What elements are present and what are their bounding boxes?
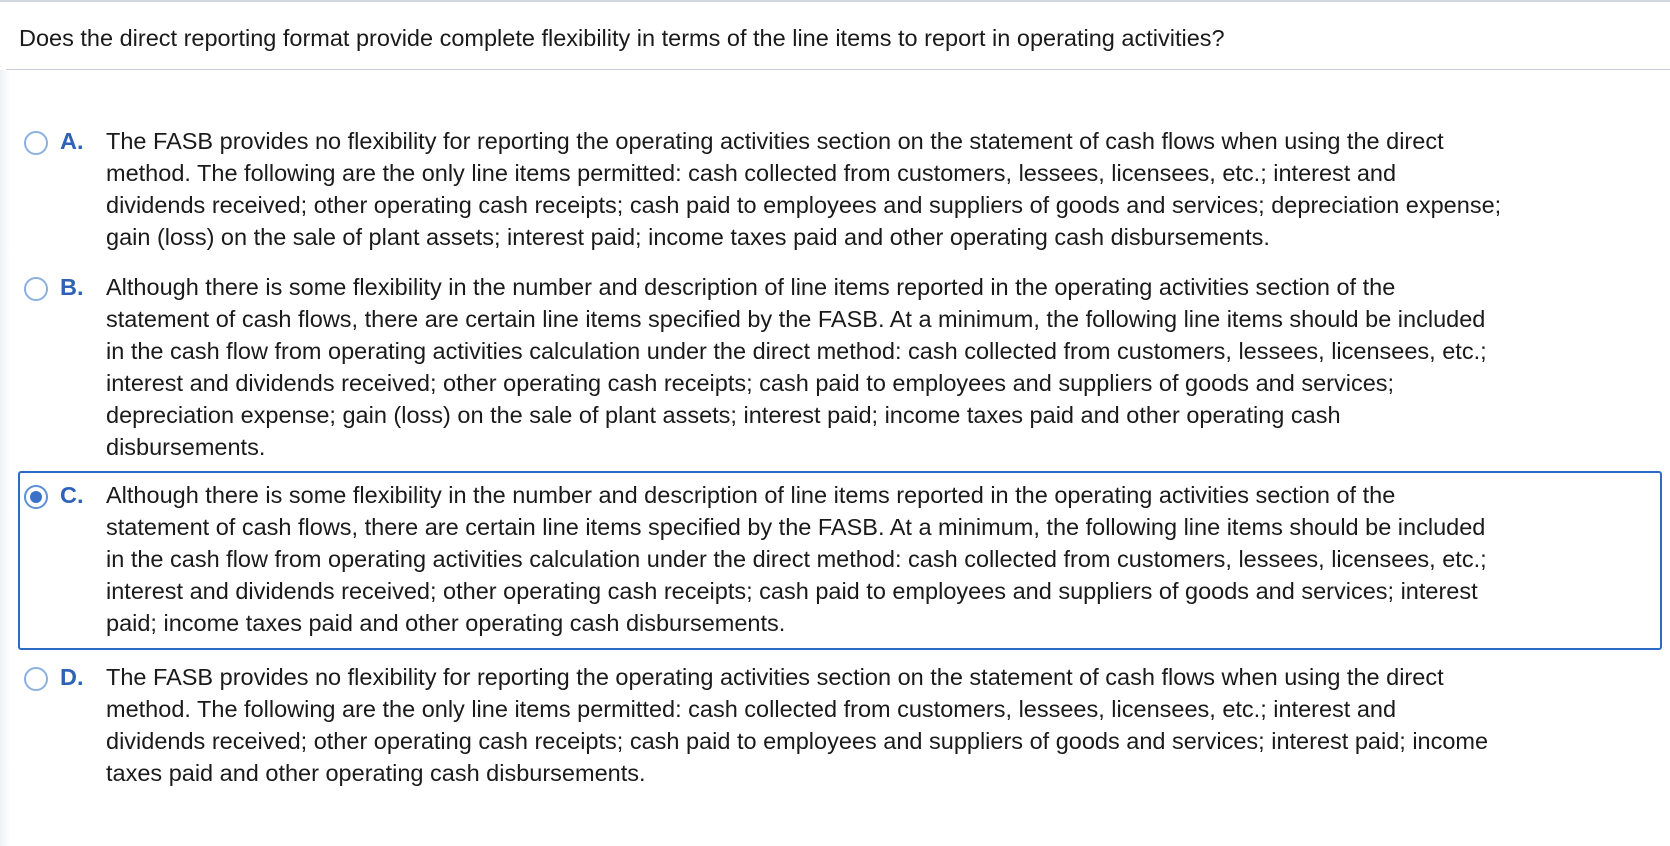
option-text-line: interest and dividends received; other operating cash receipts; cash paid to employees and suppliers of goods and services; interest (106, 578, 1478, 604)
option-text-line: Although there is some flexibility in the number and description of line items reported in the operating activities section of the (106, 274, 1396, 300)
option-text-line: paid; income taxes paid and other operating cash disbursements. (106, 610, 786, 636)
option-text-line: in the cash flow from operating activities calculation under the direct method: cash collected from customers, lessees, licensees, etc.; (106, 546, 1487, 572)
answer-option-d[interactable] (18, 661, 1662, 789)
option-text-line: gain (loss) on the sale of plant assets; interest paid; income taxes paid and other operating cash disbursements. (106, 224, 1270, 250)
option-text-line: in the cash flow from operating activities calculation under the direct method: cash collected from customers, lessees, licensees, etc.; (106, 338, 1487, 364)
option-text-a (106, 125, 1658, 253)
option-text-line: The FASB provides no flexibility for reporting the operating activities section on the statement of cash flows when using the direct (106, 128, 1444, 154)
option-text-b (106, 271, 1658, 463)
option-text-line: depreciation expense; gain (loss) on the sale of plant assets; interest paid; income taxes paid and other operating cash (106, 402, 1341, 428)
top-divider (0, 0, 1670, 2)
option-text-line: statement of cash flows, there are certain line items specified by the FASB. At a minimum, the following line items should be included (106, 306, 1486, 332)
option-text-line: taxes paid and other operating cash disbursements. (106, 760, 646, 786)
radio-button-c[interactable] (24, 485, 48, 509)
radio-button-a[interactable] (24, 131, 48, 155)
option-text-line: disbursements. (106, 434, 266, 460)
option-letter-c: C. (60, 482, 84, 508)
option-letter-a: A. (60, 128, 84, 154)
answer-option-b[interactable] (18, 271, 1662, 463)
option-text-line: method. The following are the only line items permitted: cash collected from customers, lessees, licensees, etc.; interest and (106, 160, 1397, 186)
left-edge-shade (0, 70, 10, 846)
option-text-c (106, 479, 1658, 639)
option-text-d (106, 661, 1658, 789)
option-text-line: dividends received; other operating cash receipts; cash paid to employees and suppliers of goods and services; interest paid; income (106, 728, 1489, 754)
option-text-line: The FASB provides no flexibility for reporting the operating activities section on the statement of cash flows when using the direct (106, 664, 1444, 690)
option-text-line: statement of cash flows, there are certain line items specified by the FASB. At a minimum, the following line items should be included (106, 514, 1486, 540)
question-divider (6, 69, 1670, 70)
radio-selected-dot (30, 491, 42, 503)
option-text-line: interest and dividends received; other operating cash receipts; cash paid to employees and suppliers of goods and services; (106, 370, 1395, 396)
radio-button-b[interactable] (24, 277, 48, 301)
option-text-line: dividends received; other operating cash receipts; cash paid to employees and suppliers of goods and services; depreciation expense; (106, 192, 1502, 218)
option-letter-d: D. (60, 664, 84, 690)
answer-option-a[interactable] (18, 125, 1662, 253)
option-text-line: Although there is some flexibility in the number and description of line items reported in the operating activities section of the (106, 482, 1396, 508)
radio-button-d[interactable] (24, 667, 48, 691)
question-text: Does the direct reporting format provide complete flexibility in terms of the line items to report in operating activities? (19, 25, 1225, 51)
answer-option-c[interactable] (18, 471, 1662, 650)
option-text-line: method. The following are the only line items permitted: cash collected from customers, lessees, licensees, etc.; interest and (106, 696, 1397, 722)
option-letter-b: B. (60, 274, 84, 300)
